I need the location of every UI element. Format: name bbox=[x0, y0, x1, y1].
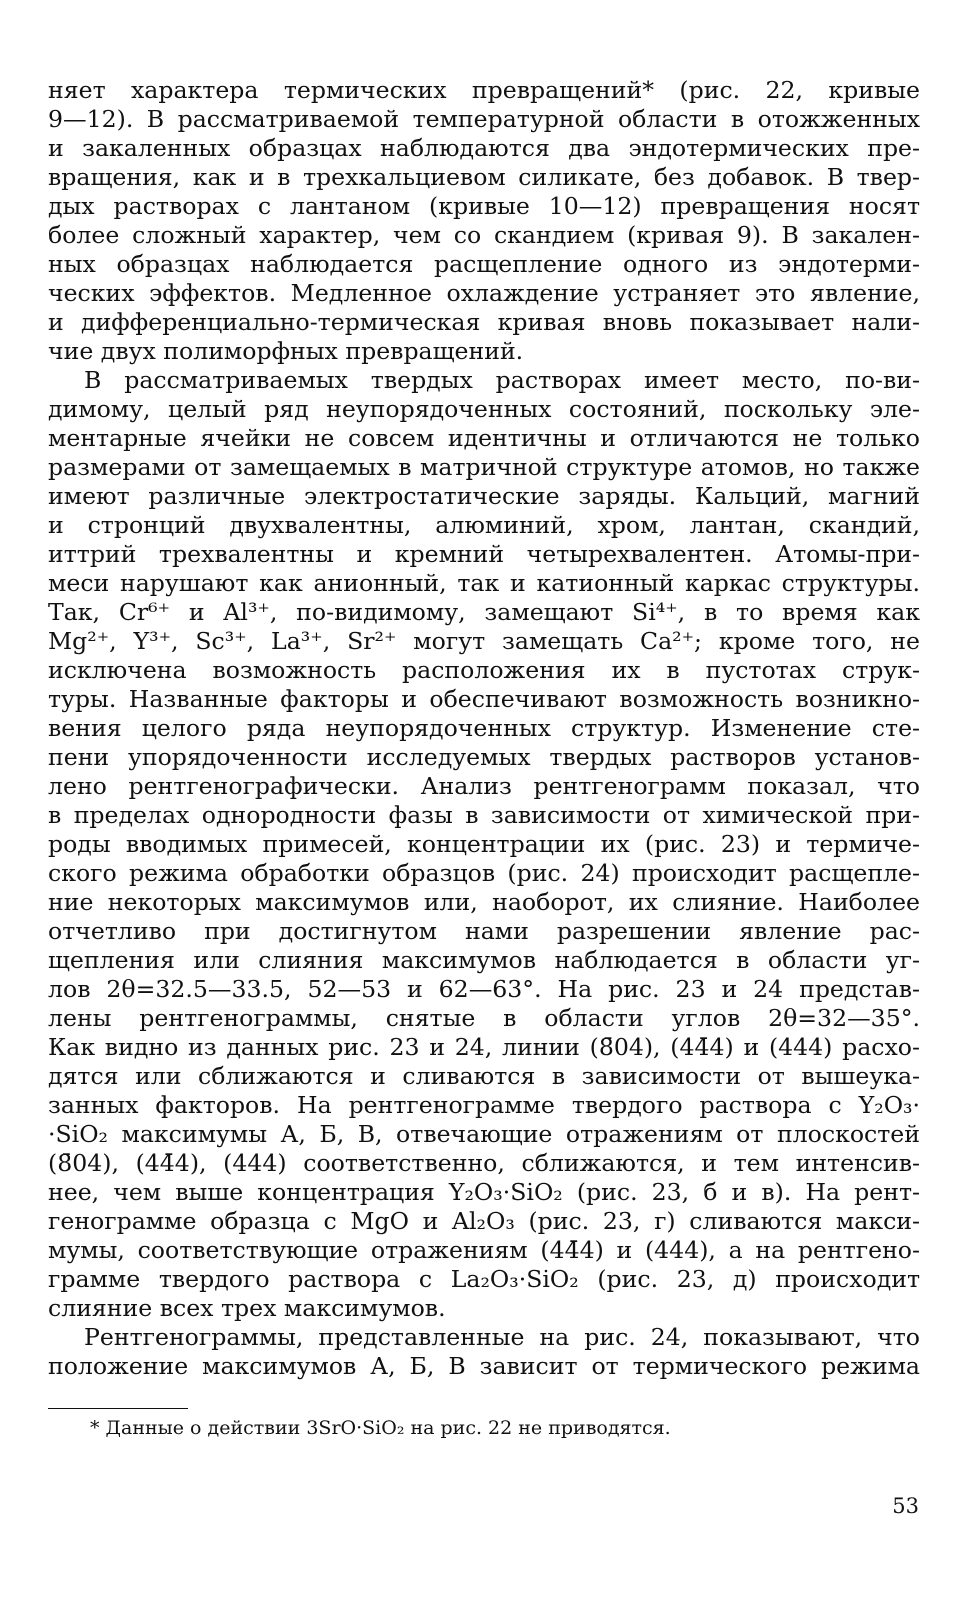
text-line: дых растворах с лантаном (кривые 10—12) превращения носят bbox=[48, 192, 920, 220]
text-line: иттрий трехвалентны и кремний четырехвалентен. Атомы-при- bbox=[48, 540, 920, 568]
text-line: ского режима обработки образцов (рис. 24) происходит расщепле- bbox=[48, 859, 920, 887]
text-line: лов 2θ=32.5—33.5, 52—53 и 62—63°. На рис. 23 и 24 представ- bbox=[48, 975, 920, 1003]
text-line: дятся или сближаются и сливаются в зависимости от вышеука- bbox=[48, 1062, 920, 1090]
text-line: и стронций двухвалентны, алюминий, хром, лантан, скандий, bbox=[48, 511, 920, 539]
text-line: Так, Cr⁶⁺ и Al³⁺, по-видимому, замещают Si⁴⁺, в то время как bbox=[48, 598, 920, 626]
paragraph-2 bbox=[48, 366, 920, 1323]
text-line: ных образцах наблюдается расщепление одного из эндотерми- bbox=[48, 250, 920, 278]
text-line: Как видно из данных рис. 23 и 24, линии (8̄04), (44̄4) и (444) расхо- bbox=[48, 1033, 920, 1061]
text-line: вращения, как и в трехкальциевом силикате, без добавок. В твер- bbox=[48, 163, 920, 191]
page-body bbox=[48, 76, 920, 1381]
text-line: лены рентгенограммы, снятые в области углов 2θ=32—35°. bbox=[48, 1004, 920, 1032]
text-line: меси нарушают как анионный, так и катионный каркас структуры. bbox=[48, 569, 920, 597]
paragraph-1 bbox=[48, 76, 920, 366]
text-line: отчетливо при достигнутом нами разрешении явление рас- bbox=[48, 917, 920, 945]
text-line: размерами от замещаемых в матричной структуре атомов, но также bbox=[48, 453, 920, 481]
text-line: няет характера термических превращений* (рис. 22, кривые bbox=[48, 76, 920, 104]
text-line: лено рентгенографически. Анализ рентгенограмм показал, что bbox=[48, 772, 920, 800]
text-line: В рассматриваемых твердых растворах имеет место, по-ви- bbox=[84, 366, 920, 394]
text-line: роды вводимых примесей, концентрации их (рис. 23) и термиче- bbox=[48, 830, 920, 858]
paragraph-3 bbox=[48, 1323, 920, 1381]
text-line: щепления или слияния максимумов наблюдается в области уг- bbox=[48, 946, 920, 974]
text-line: имеют различные электростатические заряды. Кальций, магний bbox=[48, 482, 920, 510]
text-line: слияние всех трех максимумов. bbox=[48, 1294, 446, 1322]
text-line: ментарные ячейки не совсем идентичны и отличаются не только bbox=[48, 424, 920, 452]
text-line: и закаленных образцах наблюдаются два эндотермических пре- bbox=[48, 134, 920, 162]
text-line: грамме твердого раствора с La₂O₃·SiO₂ (рис. 23, д) происходит bbox=[48, 1265, 920, 1293]
text-line: туры. Названные факторы и обеспечивают возможность возникно- bbox=[48, 685, 920, 713]
text-line: генограмме образца с MgO и Al₂O₃ (рис. 23, г) сливаются макси- bbox=[48, 1207, 920, 1235]
text-line: мумы, соответствующие отражениям (44̄4) и (444), а на рентгено- bbox=[48, 1236, 920, 1264]
text-line: положение максимумов А, Б, В зависит от термического режима bbox=[48, 1352, 920, 1380]
text-line: ческих эффектов. Медленное охлаждение устраняет это явление, bbox=[48, 279, 920, 307]
text-line: 9—12). В рассматриваемой температурной области в отожженных bbox=[48, 105, 920, 133]
text-line: димому, целый ряд неупорядоченных состояний, поскольку эле- bbox=[48, 395, 920, 423]
page-number: 53 bbox=[892, 1494, 919, 1518]
footnote-divider bbox=[48, 1408, 188, 1409]
text-line: ·SiO₂ максимумы А, Б, В, отвечающие отражениям от плоскостей bbox=[48, 1120, 920, 1148]
text-line: нее, чем выше концентрация Y₂O₃·SiO₂ (рис. 23, б и в). На рент- bbox=[48, 1178, 920, 1206]
text-line: занных факторов. На рентгенограмме твердого раствора с Y₂O₃· bbox=[48, 1091, 920, 1119]
footnote: * Данные о действии 3SrO·SiO₂ на рис. 22 не приводятся. bbox=[90, 1417, 671, 1439]
text-line: (8̄04), (44̄4), (444) соответственно, сближаются, и тем интенсив- bbox=[48, 1149, 920, 1177]
text-line: в пределах однородности фазы в зависимости от химической при- bbox=[48, 801, 920, 829]
text-line: ние некоторых максимумов или, наоборот, их слияние. Наиболее bbox=[48, 888, 920, 916]
text-line: Рентгенограммы, представленные на рис. 24, показывают, что bbox=[84, 1323, 920, 1351]
text-line: чие двух полиморфных превращений. bbox=[48, 337, 524, 365]
text-line: вения целого ряда неупорядоченных структур. Изменение сте- bbox=[48, 714, 920, 742]
text-line: Mg²⁺, Y³⁺, Sc³⁺, La³⁺, Sr²⁺ могут замещать Ca²⁺; кроме того, не bbox=[48, 627, 920, 655]
text-line: более сложный характер, чем со скандием (кривая 9). В закален- bbox=[48, 221, 920, 249]
text-line: исключена возможность расположения их в пустотах струк- bbox=[48, 656, 920, 684]
text-line: и дифференциально-термическая кривая вновь показывает нали- bbox=[48, 308, 920, 336]
text-line: пени упорядоченности исследуемых твердых растворов установ- bbox=[48, 743, 920, 771]
